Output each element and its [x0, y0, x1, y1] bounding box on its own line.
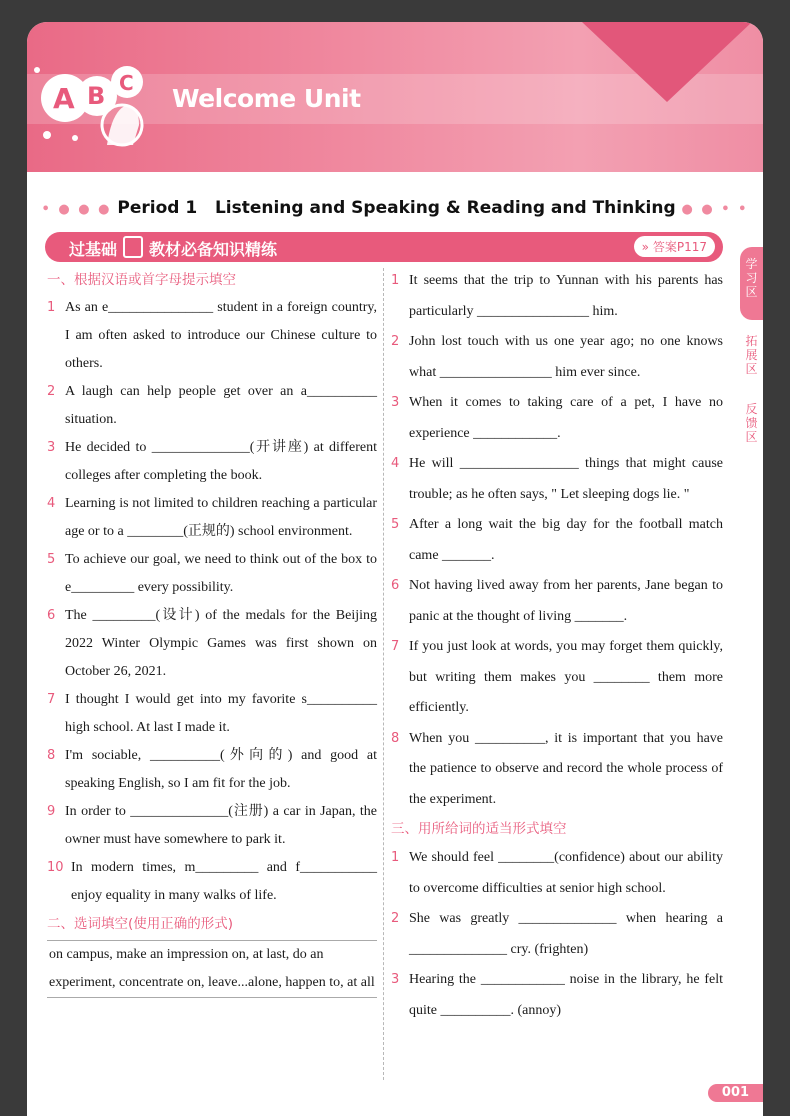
- question-number: 7: [47, 692, 56, 707]
- part2-heading: 二、选词填空(使用正确的形式): [47, 916, 234, 932]
- question-item: [47, 798, 377, 854]
- question-text: In modern times, m_________ and f___________ enjoy equality in many walks of life.: [71, 860, 377, 903]
- question-item: [47, 434, 377, 490]
- question-number: 3: [391, 395, 400, 410]
- question-number: 9: [47, 804, 56, 819]
- question-text: Hearing the ____________ noise in the library, he felt quite __________. (annoy): [409, 972, 723, 1018]
- question-number: 4: [47, 496, 56, 511]
- question-text: If you just look at words, you may forget them quickly, but writing them makes you ________ them more efficiently.: [409, 639, 723, 715]
- question-text: A laugh can help people get over an a__________ situation.: [65, 384, 377, 427]
- double-chevron-icon: »: [641, 240, 650, 254]
- question-number: 7: [391, 639, 400, 654]
- dots-decoration-right: ● ● • •: [681, 202, 749, 217]
- question-number: 1: [47, 300, 56, 315]
- question-number: 8: [391, 730, 400, 746]
- question-item: [391, 843, 723, 904]
- question-text: As an e_______________ student in a foreign country, I am often asked to introduce our Chinese culture to others.: [65, 300, 377, 371]
- question-text: To achieve our goal, we need to think out of the box to e_________ every possibility.: [65, 552, 377, 595]
- section-title: 过基础: [69, 240, 118, 259]
- question-text: The _________(设计) of the medals for the Beijing 2022 Winter Olympic Games was first shown on October 26, 2021.: [65, 608, 377, 679]
- question-text: When it comes to taking care of a pet, I have no experience ____________.: [409, 395, 723, 441]
- question-number: 2: [391, 911, 400, 926]
- side-tab-feedback[interactable]: 反馈区: [745, 402, 758, 444]
- answer-reference-badge[interactable]: [634, 236, 715, 257]
- question-text: She was greatly ______________ when hearing a ______________ cry. (frighten): [409, 911, 723, 957]
- right-column: [391, 266, 723, 1026]
- abc-head-logo-icon: [27, 40, 147, 150]
- question-text: Not having lived away from her parents, Jane began to panic at the thought of living _______.: [409, 578, 723, 624]
- question-item: [47, 378, 377, 434]
- question-number: 1: [391, 273, 400, 288]
- header-banner: [27, 22, 763, 172]
- question-item: [391, 510, 723, 571]
- question-text: Learning is not limited to children reaching a particular age or to a ________(正规的) school environment.: [65, 496, 377, 539]
- part3-heading: 三、用所给词的适当形式填空: [391, 821, 567, 837]
- column-divider: [383, 268, 384, 1080]
- question-text: We should feel ________(confidence) about our ability to overcome difficulties at senior high school.: [409, 850, 723, 896]
- question-item: [47, 602, 377, 686]
- question-text: When you __________, it is important that you have the patience to observe and record the whole process of the experiment.: [409, 730, 723, 807]
- dots-decoration-left: • ● ● ●: [41, 202, 112, 217]
- question-text: It seems that the trip to Yunnan with his parents has particularly ________________ him.: [409, 273, 723, 319]
- question-item: [391, 388, 723, 449]
- question-number: 10: [47, 860, 64, 875]
- question-number: 2: [47, 384, 56, 399]
- question-item: [391, 571, 723, 632]
- part1-heading: 一、根据汉语或首字母提示填空: [47, 272, 236, 288]
- question-item: [47, 294, 377, 378]
- question-item: [391, 327, 723, 388]
- question-text: I'm sociable, __________(外向的) and good at speaking English, so I am fit for the job.: [65, 748, 377, 791]
- question-number: 6: [47, 608, 56, 623]
- question-text: John lost touch with us one year ago; no one knows what ________________ him ever since.: [409, 334, 723, 380]
- question-item: [391, 632, 723, 724]
- question-item: [47, 490, 377, 546]
- section-bar: [45, 232, 723, 262]
- left-column: [47, 266, 377, 998]
- svg-text:C: C: [119, 71, 134, 95]
- question-text: He decided to ______________(开讲座) at different colleges after completing the book.: [65, 440, 377, 483]
- question-item: [47, 546, 377, 602]
- page-number: 001: [708, 1084, 763, 1102]
- question-item: [391, 266, 723, 327]
- question-item: [391, 965, 723, 1026]
- question-item: [47, 854, 377, 910]
- question-text: He will _________________ things that might cause trouble; as he often says, " Let sleeping dogs lie. ": [409, 456, 723, 502]
- answer-reference-text: 答案P117: [652, 240, 707, 254]
- period-title: Period 1 Listening and Speaking & Reading and Thinking: [117, 198, 676, 218]
- question-number: 3: [47, 440, 56, 455]
- question-number: 4: [391, 456, 400, 471]
- question-number: 5: [47, 552, 56, 567]
- period-heading: [27, 198, 763, 218]
- question-number: 3: [391, 972, 400, 987]
- side-tab-study[interactable]: 学习区: [740, 247, 763, 320]
- unit-title: Welcome Unit: [172, 84, 361, 113]
- question-text: In order to ______________(注册) a car in Japan, the owner must have somewhere to park it.: [65, 804, 377, 847]
- question-number: 5: [391, 517, 400, 532]
- worksheet-page: [27, 22, 763, 1116]
- svg-text:B: B: [87, 82, 106, 110]
- question-item: [391, 449, 723, 510]
- section-heading: [69, 236, 277, 260]
- question-number: 6: [391, 578, 400, 593]
- question-text: After a long wait the big day for the football match came _______.: [409, 517, 723, 563]
- question-number: 1: [391, 850, 400, 865]
- question-text: I thought I would get into my favorite s__________ high school. At last I made it.: [65, 692, 377, 735]
- section-subtitle: 教材必备知识精练: [149, 240, 278, 259]
- notebook-icon: [123, 236, 143, 258]
- question-item: [391, 904, 723, 965]
- question-item: [47, 742, 377, 798]
- banner-triangle-decoration: [582, 22, 752, 102]
- word-bank-box: on campus, make an impression on, at last, do an experiment, concentrate on, leave...alone, happen to, at all: [47, 940, 377, 998]
- svg-text:A: A: [53, 82, 75, 115]
- question-item: [47, 686, 377, 742]
- question-item: [391, 724, 723, 816]
- question-number: 2: [391, 334, 400, 349]
- question-number: 8: [47, 748, 56, 763]
- side-tab-extension[interactable]: 拓展区: [745, 334, 758, 376]
